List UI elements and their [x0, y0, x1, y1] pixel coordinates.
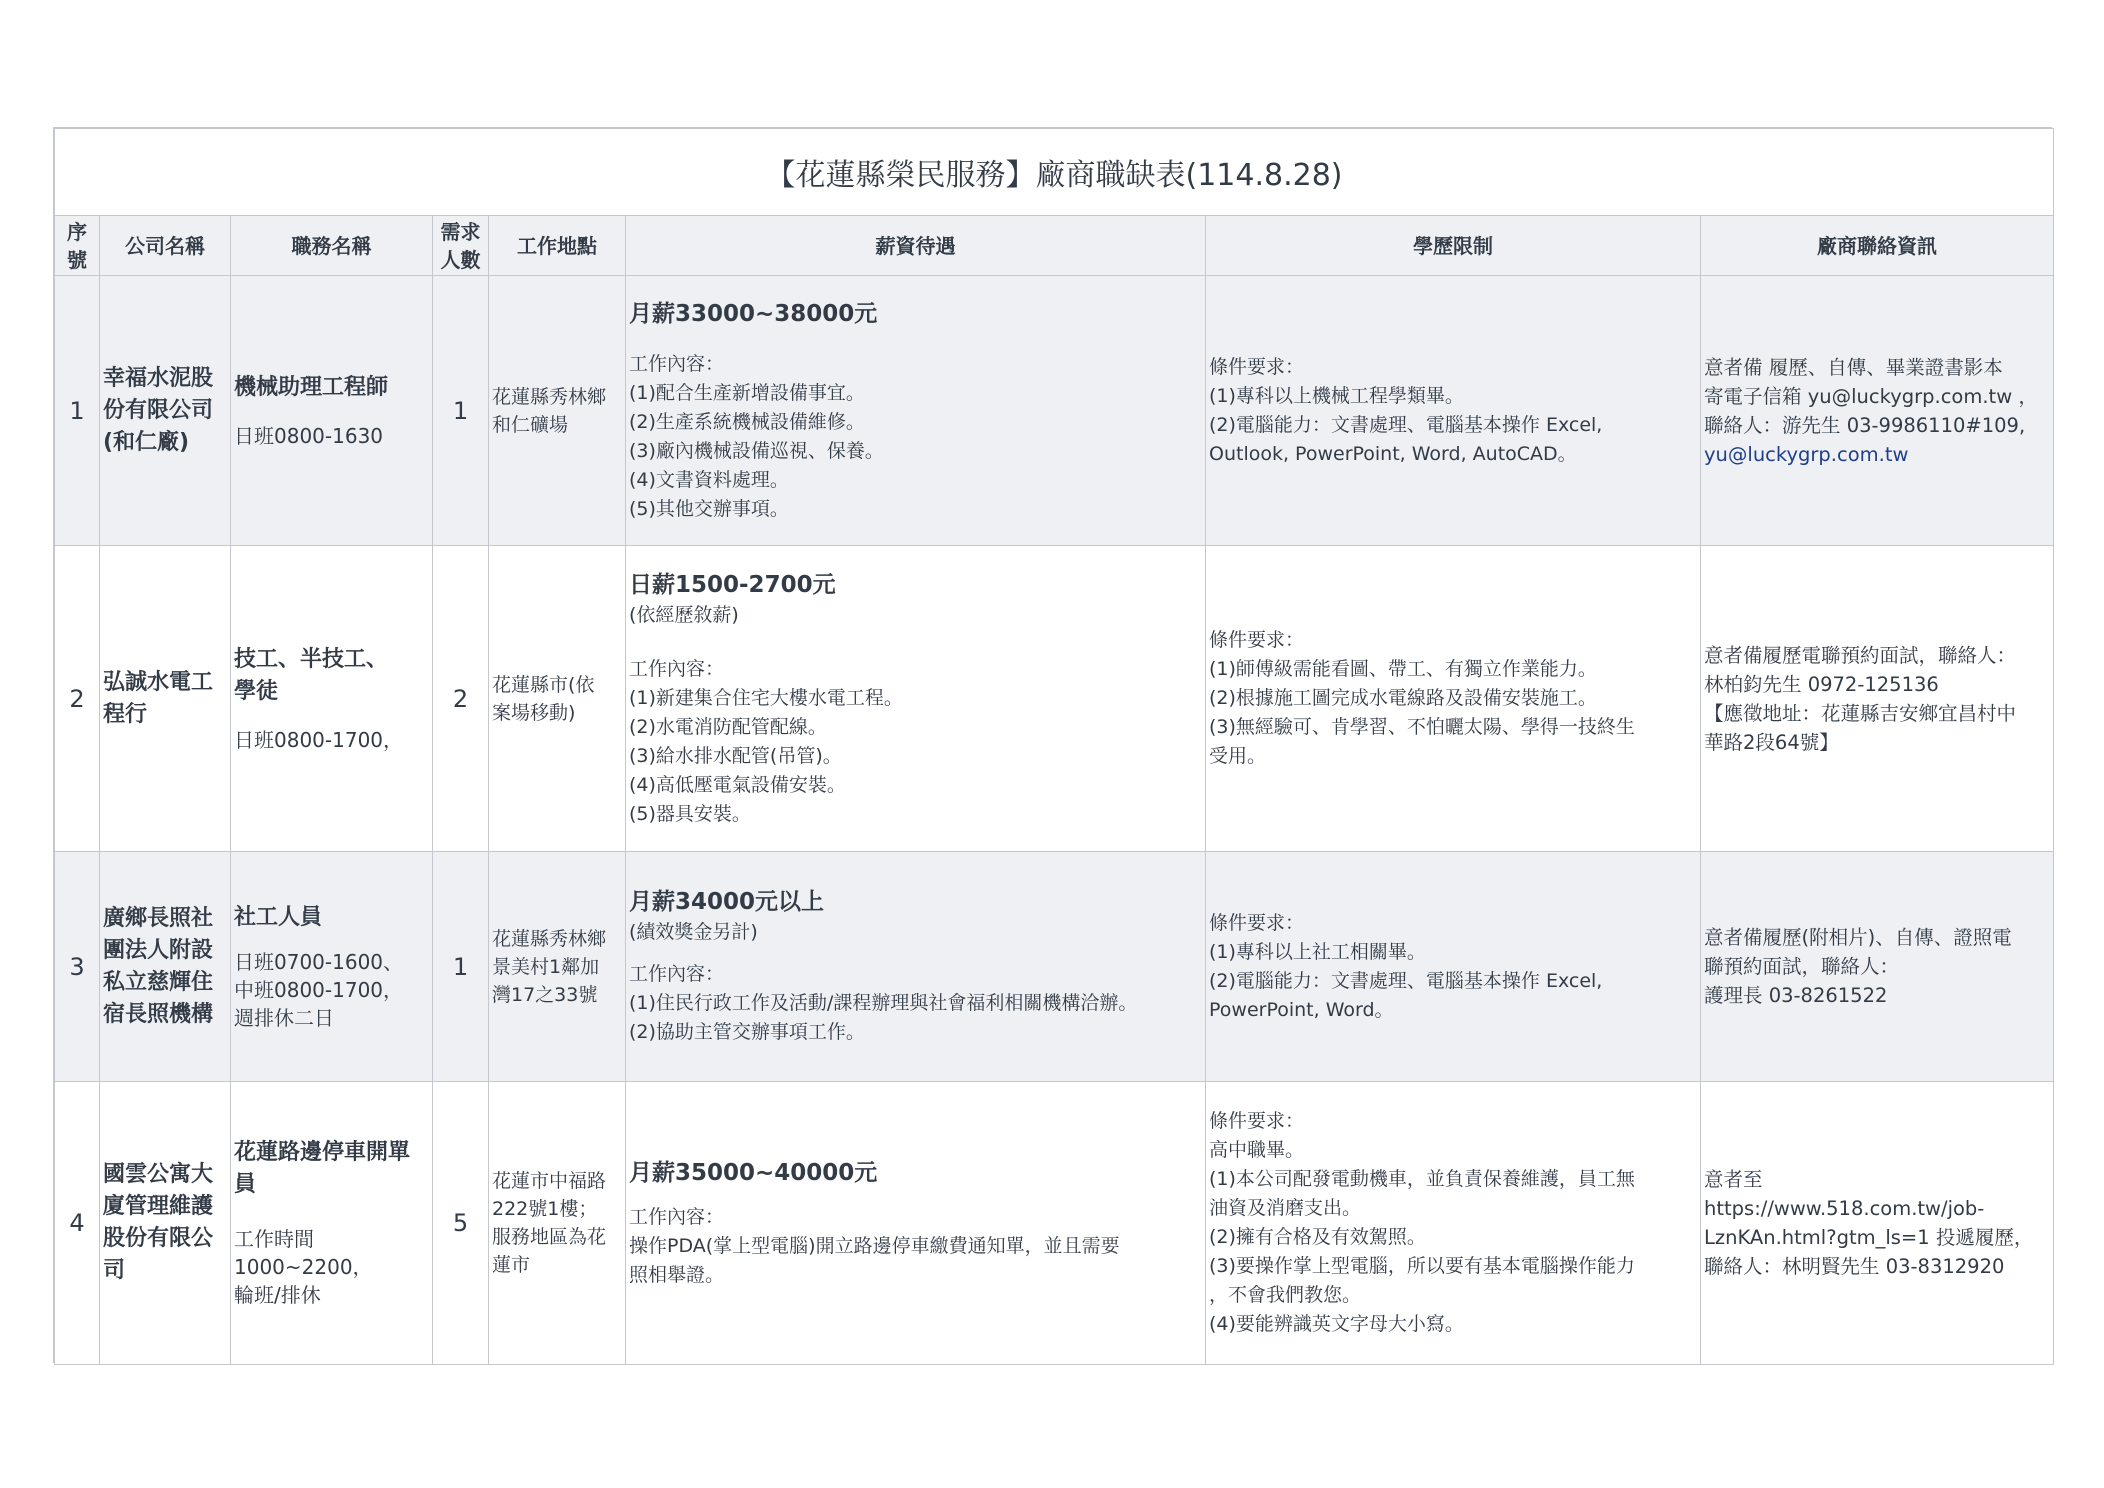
salary-note: (依經歷敘薪): [629, 603, 739, 626]
work-items: (1)新建集合住宅大樓水電工程。 (2)水電消防配管配線。 (3)給水排水配管(吊管)。 (4)高低壓電氣設備安裝。 (5)器具安裝。: [629, 686, 903, 825]
work-items: 操作PDA(掌上型電腦)開立路邊停車繳費通知單，並且需要 照相舉證。: [629, 1234, 1120, 1286]
job-shift: 日班0700-1600、: [234, 949, 404, 974]
table-row: [55, 546, 2054, 852]
contact-info: 意者備 履歷、自傳、畢業證書影本 寄電子信箱 yu@luckygrp.com.tw ， 聯絡人：游先生 03-9986110#109, yu@luckygrp.com.tw: [1701, 276, 2054, 546]
job-shift: 日班0800-1700，: [234, 727, 404, 752]
work-location: 花蓮縣市(依 案場移動): [489, 546, 626, 852]
headcount: 5: [433, 1082, 489, 1365]
work-items: (1)配合生產新增設備事宜。 (2)生產系統機械設備維修。 (3)廠內機械設備巡視、保養。 (4)文書資料處理。 (5)其他交辦事項。: [629, 381, 884, 520]
job-vacancy-sheet: [53, 127, 2052, 1363]
job-cell: [231, 276, 433, 546]
job-title: 學徒: [234, 678, 279, 704]
page-title: 【花蓮縣榮民服務】廠商職缺表(114.8.28): [55, 129, 2054, 216]
header-seq: 序 號: [55, 216, 100, 276]
salary-cell: [626, 1082, 1206, 1365]
row-seq: 2: [55, 546, 100, 852]
header-job: 職務名稱: [231, 216, 433, 276]
contact-info: 意者備履歷電聯預約面試，聯絡人： 林柏鈞先生 0972-125136 【應徵地址：花蓮縣吉安鄉宜昌村中 華路2段64號】: [1701, 546, 2054, 852]
job-cell: [231, 852, 433, 1082]
requirements: 條件要求： 高中職畢。 (1)本公司配發電動機車，並負責保養維護，員工無 油資及消磨支出。 (2)擁有合格及有效駕照。 (3)要操作掌上型電腦，所以要有基本電腦操作能力 ，不會我們教您。 (4)要能辨識英文字母大小寫。: [1206, 1082, 1701, 1365]
table-row: [55, 1082, 2054, 1365]
requirements: 條件要求： (1)專科以上機械工程學類畢。 (2)電腦能力：文書處理、電腦基本操作 Excel, Outlook, PowerPoint, Word, AutoCAD。: [1206, 276, 1701, 546]
job-shift: 輪班/排休: [234, 1283, 321, 1307]
table-header-row: [55, 216, 2054, 276]
work-items: (1)住民行政工作及活動/課程辦理與社會福利相關機構洽辦。 (2)協助主管交辦事項工作。: [629, 992, 1138, 1043]
salary-amount: 日薪1500-2700元: [629, 571, 836, 598]
job-shift: 工作時間: [234, 1227, 314, 1251]
work-label: 工作內容：: [629, 1205, 725, 1228]
salary-note: (績效獎金另計): [629, 921, 758, 943]
job-title: 社工人員: [234, 904, 323, 930]
requirements: 條件要求： (1)師傅級需能看圖、帶工、有獨立作業能力。 (2)根據施工圖完成水電線路及設備安裝施工。 (3)無經驗可、肯學習、不怕曬太陽、學得一技終生 受用。: [1206, 546, 1701, 852]
job-shift: 中班0800-1700，: [234, 977, 404, 1002]
job-shift: 日班0800-1630: [234, 423, 384, 448]
contact-info: 意者備履歷(附相片)、自傳、證照電 聯預約面試，聯絡人： 護理長 03-8261522: [1701, 852, 2054, 1082]
row-seq: 3: [55, 852, 100, 1082]
job-title: 技工、半技工、: [234, 646, 389, 672]
contact-info: 意者至 https://www.518.com.tw/job- LznKAn.html?gtm_ls=1 投遞履歷， 聯絡人：林明賢先生 03-8312920: [1701, 1082, 2054, 1365]
vacancy-table: [54, 128, 2054, 1365]
work-label: 工作內容：: [629, 657, 725, 680]
headcount: 1: [433, 276, 489, 546]
header-contact: 廠商聯絡資訊: [1701, 216, 2054, 276]
job-shift: 週排休二日: [234, 1005, 334, 1030]
work-label: 工作內容：: [629, 963, 725, 985]
salary-cell: [626, 276, 1206, 546]
headcount: 1: [433, 852, 489, 1082]
work-label: 工作內容：: [629, 352, 725, 375]
job-url[interactable]: https://www.518.com.tw/job-: [1704, 1197, 1985, 1220]
job-title: 花蓮路邊停車開單: [234, 1140, 411, 1165]
salary-amount: 月薪33000~38000元: [629, 300, 878, 327]
row-seq: 4: [55, 1082, 100, 1365]
work-location: 花蓮縣秀林鄉 景美村1鄰加 灣17之33號: [489, 852, 626, 1082]
email-link[interactable]: yu@luckygrp.com.tw: [1704, 442, 1909, 466]
header-location: 工作地點: [489, 216, 626, 276]
work-location: 花蓮市中福路 222號1樓； 服務地區為花 蓮市: [489, 1082, 626, 1365]
row-seq: 1: [55, 276, 100, 546]
header-company: 公司名稱: [100, 216, 231, 276]
company-name: 國雲公寓大 廈管理維護 股份有限公 司: [100, 1082, 231, 1365]
job-cell: [231, 546, 433, 852]
company-name: 弘誠水電工 程行: [100, 546, 231, 852]
job-title: 員: [234, 1172, 257, 1197]
company-name: 廣鄉長照社 團法人附設 私立慈輝住 宿長照機構: [100, 852, 231, 1082]
headcount: 2: [433, 546, 489, 852]
company-name: 幸福水泥股 份有限公司 (和仁廠): [100, 276, 231, 546]
job-title: 機械助理工程師: [234, 374, 389, 400]
salary-amount: 月薪35000~40000元: [629, 1159, 878, 1186]
job-cell: [231, 1082, 433, 1365]
salary-cell: [626, 852, 1206, 1082]
table-row: [55, 276, 2054, 546]
header-count: 需求 人數: [433, 216, 489, 276]
work-location: 花蓮縣秀林鄉 和仁礦場: [489, 276, 626, 546]
table-row: [55, 852, 2054, 1082]
salary-amount: 月薪34000元以上: [629, 889, 825, 915]
header-salary: 薪資待遇: [626, 216, 1206, 276]
salary-cell: [626, 546, 1206, 852]
header-education: 學歷限制: [1206, 216, 1701, 276]
requirements: 條件要求： (1)專科以上社工相關畢。 (2)電腦能力：文書處理、電腦基本操作 Excel, PowerPoint, Word。: [1206, 852, 1701, 1082]
job-shift: 1000~2200，: [234, 1255, 373, 1279]
